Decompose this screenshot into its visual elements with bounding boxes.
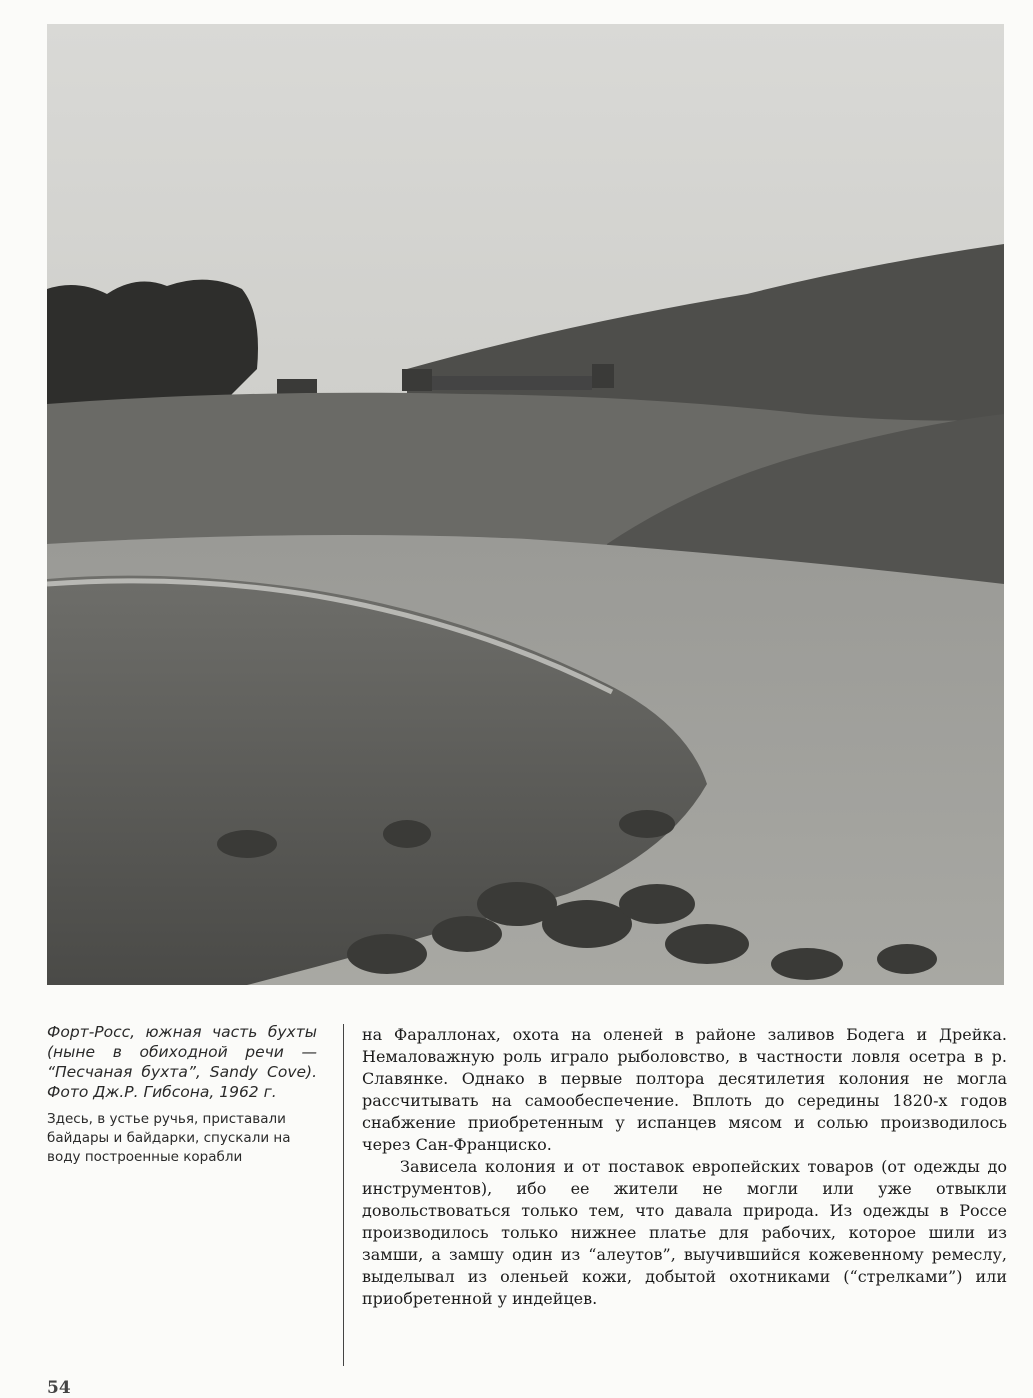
photo-illustration [47,24,1004,985]
fort-wall [432,376,592,390]
paragraph-1: на Фараллонах, охота на оленей в районе заливов Бодега и Дрейка. Немаловажную роль играло рыболовство, в частности ловля осетра в р. Славянке. Однако в первые полтора десятилетия колония не могла рассчитывать на самообеспечение. Вплоть до середины 1820-х годов снабжение приобретенным у испанцев мясом и солью производилось через Сан-Франциско. [362,1025,1007,1154]
column-divider [343,1024,344,1366]
photo-caption [47,1022,317,1167]
body-text [362,1024,1007,1310]
caption-text: Здесь, в устье ручья, приставали байдары и байдарки, спускали на воду построенные корабли [47,1111,291,1165]
blockhouse [592,364,614,388]
caption-title: Форт-Росс, южная часть бухты (ныне в обиходной речи — “Песчаная бухта”, Sandy Cove). Фото Дж.Р. Гибсона, 1962 г. [47,1023,317,1101]
page-number: 54 [47,1378,71,1398]
landscape-photo [47,24,1004,985]
paragraph-2: Зависела колония и от поставок европейских товаров (от одежды до инструментов), ибо ее жители не могли или уже отвыкли довольствоваться только тем, что давала природа. Из одежды в Россе производилось только нижнее платье для рабочих, которое шили из замши, а замшу один из “алеутов”, выучившийся кожевенному ремеслу, выделывал из оленьей кожи, добытой охотниками (“стрелками”) или приобретенной у индейцев. [362,1157,1007,1308]
building [402,369,432,391]
trees [47,280,258,409]
